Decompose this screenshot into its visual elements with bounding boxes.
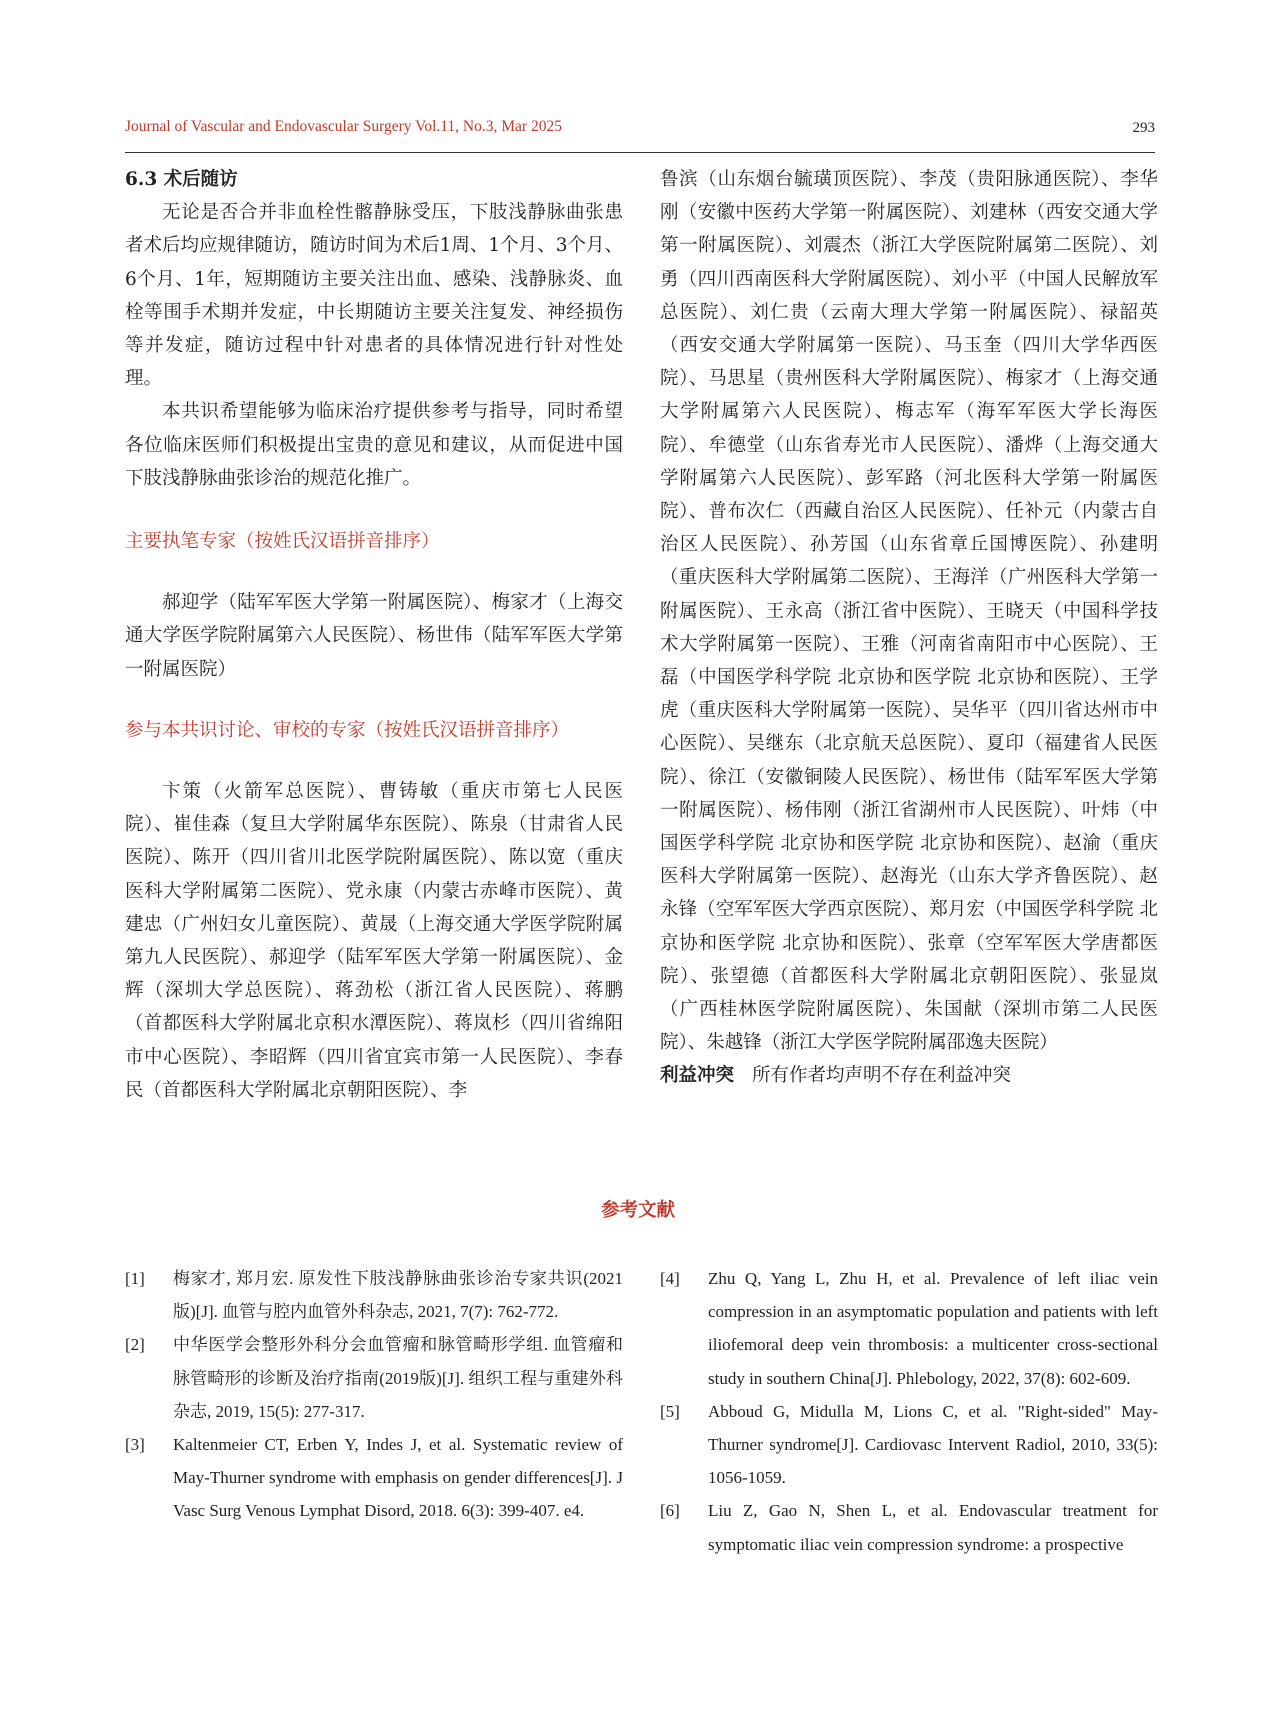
reference-number: [4]: [660, 1269, 680, 1288]
references-right-column: [660, 1262, 1158, 1561]
coi-text: 所有作者均声明不存在利益冲突: [752, 1065, 1012, 1087]
reference-text: Kaltenmeier CT, Erben Y, Indes J, et al. Systematic review of May-Thurner syndrome with emphasis on gender differences[J]. J Vasc Surg Venous Lymphat Disord, 2018. 6(3): 399-407. e4.: [173, 1435, 623, 1521]
references-heading: 参考文献: [600, 1200, 675, 1221]
left-column: [125, 163, 623, 1107]
running-header: [125, 118, 1155, 153]
right-column: [660, 163, 1158, 1093]
reference-number: [2]: [125, 1335, 145, 1355]
reference-text: 梅家才, 郑月宏. 原发性下肢浅静脉曲张诊治专家共识(2021版)[J]. 血管与腔内血管外科杂志, 2021, 7(7): 762-772.: [173, 1269, 623, 1322]
section-subheading: 6.3 术后随访: [125, 169, 238, 190]
spacer: [125, 495, 623, 525]
followup-paragraph: 无论是否合并非血栓性髂静脉受压，下肢浅静脉曲张患者术后均应规律随访，随访时间为术后1周、1个月、3个月、6个月、1年，短期随访主要关注出血、感染、浅静脉炎、血栓等围手术期并发症，中长期随访主要关注复发、神经损伤等并发症，随访过程中针对患者的具体情况进行针对性处理。: [125, 202, 623, 390]
reference-number: [6]: [660, 1501, 680, 1521]
spacer: [125, 558, 623, 586]
coi-label: 利益冲突: [660, 1065, 735, 1087]
reviewers-list-continued: 鲁滨（山东烟台毓璜顶医院）、李茂（贵阳脉通医院）、李华刚（安徽中医药大学第一附属医院）、刘建林（西安交通大学第一附属医院）、刘震杰（浙江大学医院附属第二医院）、刘勇（四川西南医科大学附属医院）、刘小平（中国人民解放军总医院）、刘仁贵（云南大理大学第一附属医院）、禄韶英（西安交通大学附属第一医院）、马玉奎（四川大学华西医院）、马思星（贵州医科大学附属医院）、梅家才（上海交通大学附属第六人民医院）、梅志军（海军军医大学长海医院）、牟德堂（山东省寿光市人民医院）、潘烨（上海交通大学附属第六人民医院）、彭军路（河北医科大学第一附属医院）、普布次仁（西藏自治区人民医院）、任补元（内蒙古自治区人民医院）、孙芳国（山东省章丘国博医院）、孙建明（重庆医科大学附属第二医院）、王海洋（广州医科大学第一附属医院）、王永高（浙江省中医院）、王晓天（中国科学技术大学附属第一医院）、王雅（河南省南阳市中心医院）、王磊（中国医学科学院 北京协和医学院 北京协和医院）、王学虎（重庆医科大学附属第一医院）、吴华平（四川省达州市中心医院）、吴继东（北京航天总医院）、夏印（福建省人民医院）、徐江（安徽铜陵人民医院）、杨世伟（陆军军医大学第一附属医院）、杨伟刚（浙江省湖州市人民医院）、叶炜（中国医学科学院 北京协和医学院 北京协和医院）、赵渝（重庆医科大学附属第一医院）、赵海光（山东大学齐鲁医院）、赵永锋（空军军医大学西京医院）、郑月宏（中国医学科学院 北京协和医学院 北京协和医院）、张章（空军军医大学唐都医院）、张望德（首都医科大学附属北京朝阳医院）、张显岚（广西桂林医学院附属医院）、朱国献（深圳市第二人民医院）、朱越锋（浙江大学医学院附属邵逸夫医院）: [660, 169, 1158, 1054]
reference-text: Zhu Q, Yang L, Zhu H, et al. Prevalence of left iliac vein compression in an asymptomatic population and patients with left iliofemoral deep vein thrombosis: a multicenter cross-sectional study in southern China[J]. Phlebology, 2022, 37(8): 602-609.: [708, 1269, 1158, 1388]
reference-number: [3]: [125, 1435, 145, 1455]
conflict-of-interest: [660, 1059, 1158, 1092]
reference-number: [5]: [660, 1401, 680, 1421]
reference-item: [125, 1262, 623, 1328]
reference-item: [125, 1328, 623, 1428]
reference-item: [660, 1395, 1158, 1495]
reviewers-list: 卞策（火箭军总医院）、曹铸敏（重庆市第七人民医院）、崔佳森（复旦大学附属华东医院）、陈泉（甘肃省人民医院）、陈开（四川省川北医学院附属医院）、陈以宽（重庆医科大学附属第二医院）、党永康（内蒙古赤峰市医院）、黄建忠（广州妇女儿童医院）、黄晟（上海交通大学医学院附属第九人民医院）、郝迎学（陆军军医大学第一附属医院）、金辉（深圳大学总医院）、蒋劲松（浙江省人民医院）、蒋鹏（首都医科大学附属北京积水潭医院）、蒋岚杉（四川省绵阳市中心医院）、李昭辉（四川省宜宾市第一人民医院）、李春民（首都医科大学附属北京朝阳医院）、李: [125, 781, 623, 1101]
references-left-column: [125, 1262, 623, 1528]
reference-text: Liu Z, Gao N, Shen L, et al. Endovascular treatment for symptomatic iliac vein compression syndrome: a prospective: [708, 1501, 1158, 1554]
journal-citation: Journal of Vascular and Endovascular Surgery Vol.11, No.3, Mar 2025: [125, 118, 562, 135]
page-number: 293: [1132, 120, 1155, 136]
lead-authors-heading: 主要执笔专家（按姓氏汉语拼音排序）: [125, 531, 440, 553]
reference-text: 中华医学会整形外科分会血管瘤和脉管畸形学组. 血管瘤和脉管畸形的诊断及治疗指南(2019版)[J]. 组织工程与重建外科杂志, 2019, 15(5): 277-317.: [173, 1335, 623, 1421]
reference-item: [125, 1428, 623, 1528]
lead-authors-list: 郝迎学（陆军军医大学第一附属医院）、梅家才（上海交通大学医学院附属第六人民医院）、杨世伟（陆军军医大学第一附属医院）: [125, 592, 623, 680]
reference-item: [660, 1262, 1158, 1395]
purpose-paragraph: 本共识希望能够为临床治疗提供参考与指导，同时希望各位临床医师们积极提出宝贵的意见和建议，从而促进中国下肢浅静脉曲张诊治的规范化推广。: [125, 401, 623, 489]
reviewers-heading: 参与本共识讨论、审校的专家（按姓氏汉语拼音排序）: [125, 719, 570, 741]
spacer: [125, 747, 623, 775]
reference-text: Abboud G, Midulla M, Lions C, et al. "Right-sided" May-Thurner syndrome[J]. Cardiovasc Intervent Radiol, 2010, 33(5): 1056-1059.: [708, 1401, 1158, 1488]
reference-item: [660, 1494, 1158, 1560]
reference-number: [1]: [125, 1269, 145, 1288]
spacer: [125, 686, 623, 714]
